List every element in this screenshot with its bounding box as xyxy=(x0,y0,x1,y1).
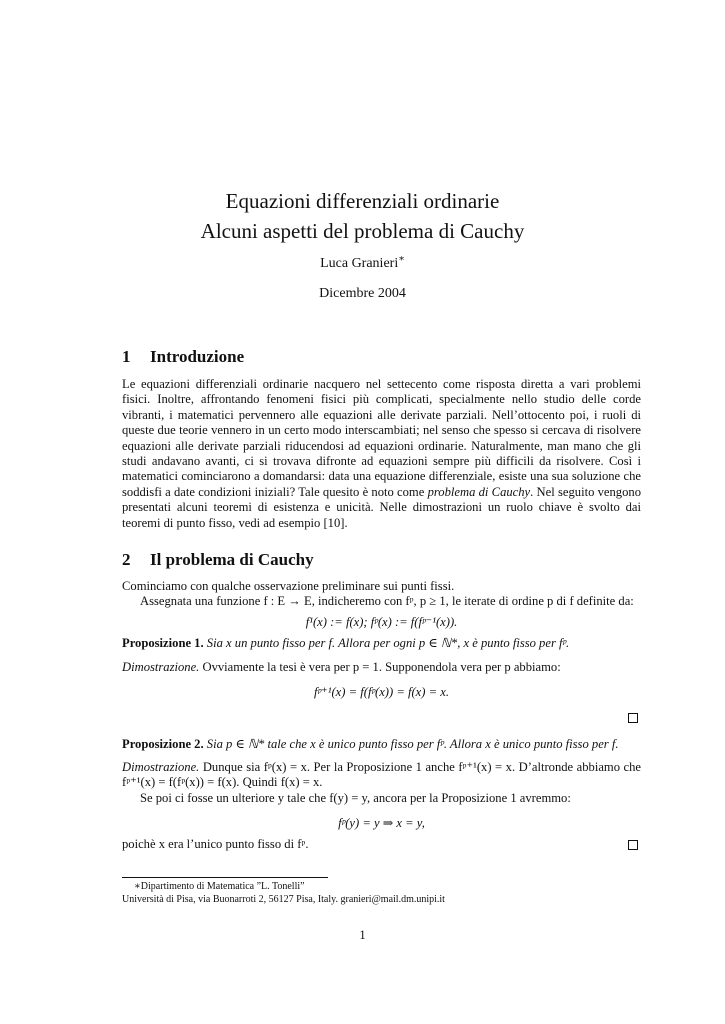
proof-1-text: Ovviamente la tesi è vera per p = 1. Supponendola vera per p abbiamo: xyxy=(202,659,561,674)
section-1-number: 1 xyxy=(122,347,131,366)
proof-1-label: Dimostrazione. xyxy=(122,659,200,674)
proof-1 xyxy=(122,660,641,675)
footnote-line-2: Università di Pisa, via Buonarroti 2, 56127 Pisa, Italy. granieri@mail.dm.unipi.it xyxy=(122,894,445,905)
equation-iterates: f¹(x) := f(x); fᵖ(x) := f(fᵖ⁻¹(x)). xyxy=(305,614,458,629)
footnote-rule xyxy=(122,877,328,878)
qed-box-icon xyxy=(628,840,638,850)
section-2-paragraph-4 xyxy=(122,837,641,852)
page-number: 1 xyxy=(359,928,366,942)
author xyxy=(0,253,725,272)
section-2-heading xyxy=(122,549,641,571)
proof-2-label: Dimostrazione. xyxy=(122,759,200,774)
title-line-2: Alcuni aspetti del problema di Cauchy xyxy=(200,219,525,243)
section-1-heading xyxy=(122,346,641,368)
section-1-title: Introduzione xyxy=(150,347,245,366)
equation-proof-1: fᵖ⁺¹(x) = f(fᵖ(x)) = f(x) = x. xyxy=(314,685,449,700)
qed-row-1 xyxy=(122,711,641,725)
section-1-paragraph xyxy=(122,377,641,531)
section-2-paragraph-2: Assegnata una funzione f : E → E, indicheremo con fᵖ, p ≥ 1, le iterate di ordine p di f definite da: xyxy=(140,594,634,609)
qed-box-icon xyxy=(628,713,638,723)
proposition-1-label: Proposizione 1. xyxy=(122,636,204,651)
intro-text-b: . Nel seguito vengono presentati alcuni teoremi di esistenza e unicità. Nelle dimostrazioni un ruolo chiave è svolto dai teoremi di punto fisso, vedi ad esempio [10]. xyxy=(122,484,641,530)
proposition-1 xyxy=(122,636,641,651)
section-2-paragraph-3: Se poi ci fosse un ulteriore y tale che f(y) = y, ancora per la Proposizione 1 avremmo: xyxy=(140,790,571,805)
section-2-number: 2 xyxy=(122,550,131,570)
equation-proof-2: fᵖ(y) = y ⇒ x = y, xyxy=(338,816,425,831)
proposition-2-text: Sia p ∈ ℕ* tale che x è unico punto fisso per fᵖ. Allora x è unico punto fisso per f. xyxy=(206,736,619,751)
proposition-1-text: Sia x un punto fisso per f. Allora per ogni p ∈ ℕ*, x è punto fisso per fᵖ. xyxy=(206,636,570,651)
footnote-line-1: ∗Dipartimento di Matematica ”L. Tonelli” xyxy=(134,881,305,892)
paragraph-4-text: poichè x era l’unico punto fisso di fᵖ. xyxy=(122,836,309,851)
paper-body xyxy=(122,346,641,852)
section-2-title: Il problema di Cauchy xyxy=(150,550,314,570)
footnote xyxy=(122,880,445,906)
proof-2 xyxy=(122,760,641,791)
section-2-paragraph-1: Cominciamo con qualche osservazione preliminare sui punti fissi. xyxy=(122,579,455,594)
paper-title xyxy=(0,186,725,246)
proof-2-text: Dunque sia fᵖ(x) = x. Per la Proposizione 1 anche fᵖ⁺¹(x) = x. D’altronde abbiamo che fᵖ⁺¹(x) = f(fᵖ(x)) = f(x). Quindi f(x) = x. xyxy=(122,759,641,790)
intro-emphasis: problema di Cauchy xyxy=(427,484,531,499)
author-footnote-mark: ∗ xyxy=(398,253,405,265)
intro-text-a: Le equazioni differenziali ordinarie nacquero nel settecento come risposta diretta a vari problemi fisici. Inoltre, affrontando fenomeni fisici più complicati, specialmente nello studio delle corde vibranti, i matematici pervennero alle equazioni alle derivate parziali. Nell’ottocento poi, i ruoli di queste due teorie vennero in un certo modo interscambiati; nel senso che spesso si cercava di risolvere equazioni alle derivate parziali riducendosi ad equazioni ordinarie. Naturalmente, man mano che gli studi andavano avanti, ci si trovava difronte ad equazioni sempre più difficili da risolvere. Così i matematici cominciarono a domandarsi: data una equazione differenziale, esiste una sua soluzione che soddisfi a date condizioni iniziali? Tale quesito è noto come xyxy=(122,377,641,499)
date: Dicembre 2004 xyxy=(319,286,406,301)
author-name: Luca Granieri xyxy=(320,256,399,271)
proposition-2 xyxy=(122,737,641,752)
proposition-2-label: Proposizione 2. xyxy=(122,736,204,751)
title-line-1: Equazioni differenziali ordinarie xyxy=(225,189,500,213)
